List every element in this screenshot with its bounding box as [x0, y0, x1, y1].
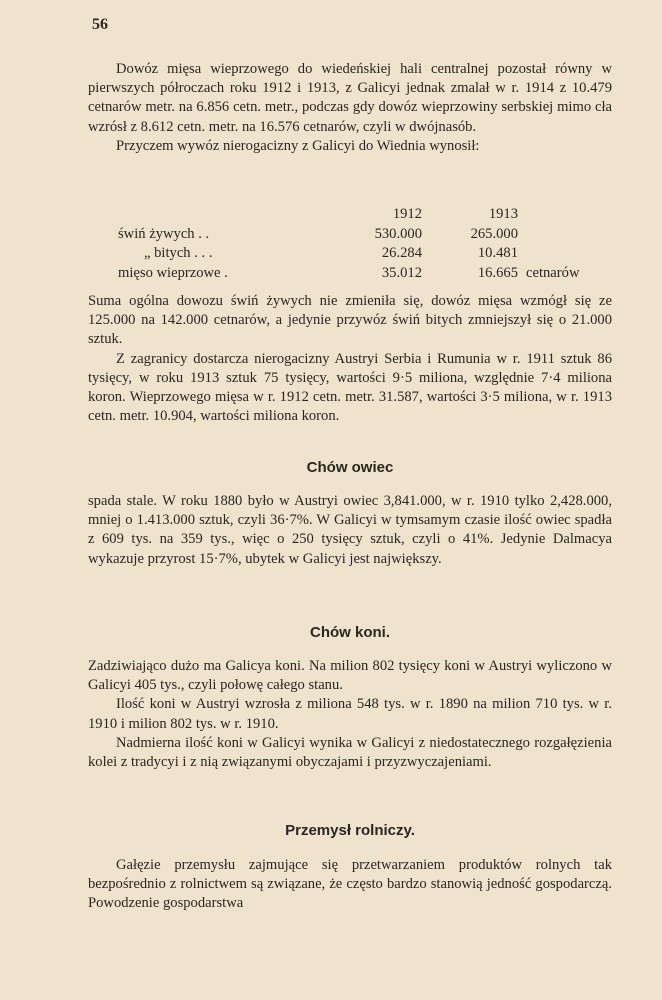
paragraph-total-imports: Suma ogólna dowozu świń żywych nie zmieniła się, dowóz mięsa wzmógł się ze 125.000 na 142.000 cetnarów, a jedynie przywóz świń bitych zmniejszył się o 21.000 sztuk.	[88, 293, 612, 348]
section-heading-horses: Chów koni.	[310, 624, 390, 641]
table-header-row	[118, 205, 579, 225]
text-block-3	[88, 492, 612, 569]
cell-1912: 35.012	[381, 264, 422, 281]
header-1913: 1913	[488, 206, 518, 222]
row-label: świń żywych . .	[118, 225, 210, 242]
page-number: 56	[92, 16, 108, 33]
table-row	[118, 264, 579, 284]
cell-unit	[518, 244, 579, 264]
header-1912: 1912	[392, 206, 422, 222]
section-heading-sheep: Chów owiec	[306, 459, 394, 476]
cell-1912: 26.284	[381, 245, 422, 261]
text-block-4	[88, 657, 612, 772]
text-block-5	[88, 856, 612, 914]
paragraph-horses-growth: Ilość koni w Austryi wzrosła z miliona 548 tys. w r. 1890 na milion 710 tys. w r. 1910 i milion 802 tys. w r. 1910.	[88, 696, 612, 732]
row-label: „ bitych . . .	[144, 245, 213, 261]
cell-1913: 16.665	[477, 264, 518, 281]
table-row	[118, 225, 579, 245]
swine-export-table	[118, 205, 579, 283]
paragraph-sheep: spada stale. W roku 1880 było w Austryi owiec 3,841.000, w r. 1910 tylko 2,428.000, mniej o 1.413.000 sztuk, czyli 36·7%. W Galicyi w tymsamym czasie ilość owiec spadła z 609 tys. na 359 tys., więc o 250 tysięcy sztuk, czyli o 41%. Jedynie Dalmacya wykazuje przyrost 15·7%, ubytek w Galicyi jest największy.	[88, 493, 612, 567]
cell-1913: 10.481	[477, 245, 518, 261]
row-label: mięso wieprzowe .	[118, 264, 228, 281]
section-heading-agri-industry: Przemysł rolniczy.	[285, 822, 415, 839]
paragraph-foreign-supply: Z zagranicy dostarcza nierogacizny Austryi Serbia i Rumunia w r. 1911 sztuk 86 tysięcy, w roku 1913 sztuk 75 tysięcy, wartości 9·5 miliona, względnie 7·4 miliona koron. Wieprzowego mięsa w r. 1912 cetn. metr. 31.587, wartości 3·5 miliona, w r. 1913 cetn. metr. 10.904, wartości miliona koron.	[88, 350, 612, 425]
text-block-1	[88, 60, 612, 156]
paragraph-export-intro: Przyczem wywóz nierogacizny z Galicyi do Wiednia wynosił:	[116, 137, 480, 154]
paragraph-horses-excess: Nadmierna ilość koni w Galicyi wynika w Galicyi z niedostatecznego rozgałęzienia kolei z tradycyi i z nią związanymi obyczajami i przyzwyczajeniami.	[88, 734, 612, 771]
paragraph-pork-imports: Dowóz mięsa wieprzowego do wiedeńskiej hali centralnej pozostał równy w pierwszych półroczach roku 1912 i 1913, z Galicyi jednak zmalał w r. 1914 z 10.479 cetnarów metr. na 6.856 cetn. metr., podczas gdy dowóz wieprzowiny serbskiej mimo cła wzrósł z 8.612 cetn. metr. na 16.576 cetnarów, czyli w dwójnasób.	[88, 61, 612, 135]
paragraph-agri-industry: Gałęzie przemysłu zajmujące się przetwarzaniem produktów rolnych tak bezpośrednio z rolnictwem są związane, że często bardzo stanowią jedność gospodarczą. Powodzenie gospodarstwa	[88, 857, 612, 912]
table-row	[118, 244, 579, 264]
text-block-2	[88, 292, 612, 426]
paragraph-horses-count: Zadziwiająco dużo ma Galicya koni. Na milion 802 tysięcy koni w Austryi wyliczono w Galicyi 405 tys., czyli połowę całego stanu.	[88, 658, 612, 694]
cell-1913: 265.000	[470, 225, 518, 242]
cell-unit	[518, 225, 579, 245]
cell-unit: cetnarów	[526, 264, 580, 281]
cell-1912: 530.000	[374, 225, 422, 242]
